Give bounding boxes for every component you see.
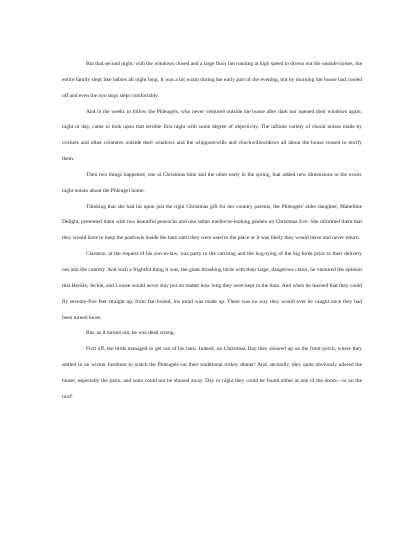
paragraph-2: And in the weeks to follow the Phleugels, who never ventured outside the house after dark nor opened their windows again, night or day, came to look upon that terrible first night with some degree of objectivity. The infinite variety of choral noises made by crickets and other creatures outside their windows and the whippoorwills and chuckwillswidows all about the house ceased to terrify them. <box>62 108 362 163</box>
paragraph-4: Thinking that she had hit upon just the right Christmas gift for her country parents, the Phleugels' elder daughter, Mabelline Delight, presented them with two beautiful peacocks and one rather mediocre-looking peahen on Christmas Eve. She informed them that they would have to keep the peafowls inside the barn until they were used to the place or it was likely they would leave and never return. <box>62 203 362 242</box>
body-text <box>62 57 362 406</box>
paragraph-1: But that second night, with the windows closed and a large floor fan running at high speed to drown out the outside noises, the entire family slept like babies all night long. It was a bit warm during the early part of the evening, but by morning the house had cooled off and even the two dogs slept comfortably. <box>62 61 362 99</box>
paragraph-7: First off, the birds managed to get out of his barn. Indeed, on Christmas Day they showed up on the front porch, where they settled in on wicker furniture to watch the Phleugels eat their traditional turkey dinner! And, secondly, they quite obviously adored the house, especially the patio, and soon could not be shooed away. Day or night they could be found either at one of the doors—or on the roof! <box>62 346 362 400</box>
paragraph-6: But, as it turned out, he was dead wrong. <box>86 330 175 337</box>
paragraph-3: Then two things happened, one at Christmas time and the other early in the spring, that added new dimensions to the exotic night noises about the Phleugel home. <box>62 171 362 194</box>
paragraph-5: Clarence, at the request of his son-in-law, was party to the catching and the hog-tying of the big birds prior to their delivery out into the country. And such a frightful thing it was, the giant thrashing birds with their large, dangerous claws, he ventured the opinion that Heckle, Jeckle, and Louise would never stay put no matter how long they were kept in the barn. And when he learned that they could fly seventy-five feet straight up, from flat-footed, his mind was made up. There was no way they would ever be caught once they had been turned loose. <box>62 251 362 321</box>
